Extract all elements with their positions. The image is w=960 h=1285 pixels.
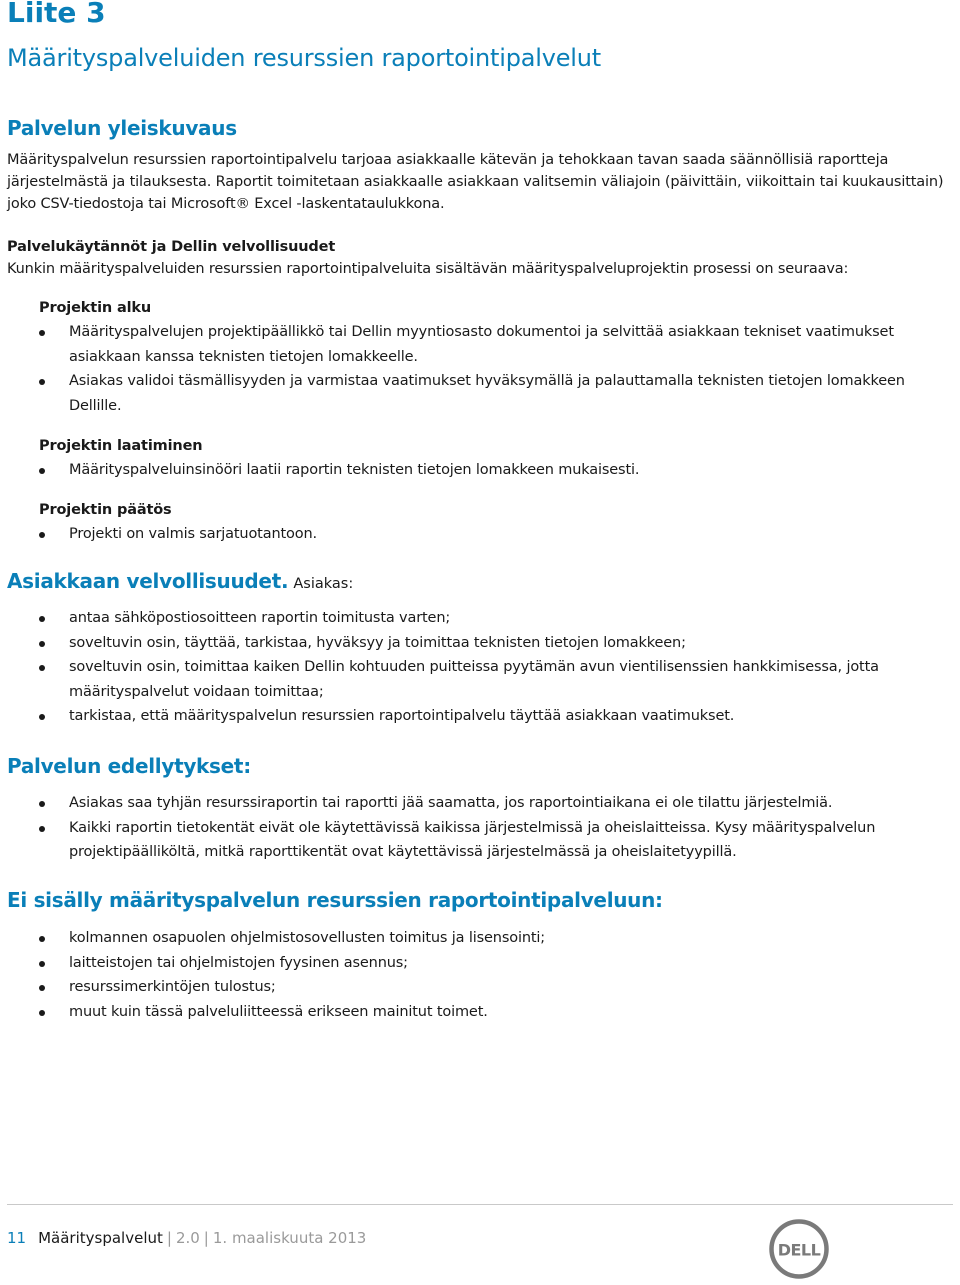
conditions-section [7,754,953,778]
list-item: Määrityspalveluinsinööri laatii raportin teknisten tietojen lomakkeen mukaisesti. [7,458,953,483]
bullet-icon [39,379,45,385]
excluded-section [7,888,953,912]
footer-separator: | [166,1229,172,1247]
list-item: Määrityspalvelujen projektipäällikkö tai Dellin myyntiosasto dokumentoi ja selvittää asiakkaan tekniset vaatimukset asiakkaan kanssa teknisten tietojen lomakkeelle. [7,320,953,369]
dell-logo-text: DELL [777,1240,821,1260]
list-item: soveltuvin osin, toimittaa kaiken Dellin kohtuuden puitteissa pyytämän avun vientilisenssien hankkimisessa, jotta määrityspalvelut voidaan toimittaa; [7,655,953,704]
customer-list [7,606,953,729]
overview-section [7,116,953,215]
project-build-heading-wrap [39,438,953,454]
bullet-icon [39,468,45,474]
list-item: muut kuin tässä palveluliitteessä erikseen mainitut toimet. [7,1000,953,1025]
excluded-list-wrap [7,926,953,1024]
bullet-icon [39,665,45,671]
practices-intro: Kunkin määrityspalveluiden resurssien raportointipalveluita sisältävän määrityspalveluprojektin prosessi on seuraava: [7,261,849,277]
appendix-title: Liite 3 [7,0,106,29]
bullet-icon [39,532,45,538]
list-item: soveltuvin osin, täyttää, tarkistaa, hyväksyy ja toimittaa teknisten tietojen lomakkeen; [7,631,953,656]
list-item: Asiakas saa tyhjän resurssiraportin tai raportti jää saamatta, jos raportointiaikana ei ole tilattu järjestelmiä. [7,791,953,816]
bullet-icon [39,936,45,942]
list-item: kolmannen osapuolen ohjelmistosovellusten toimitus ja lisensointi; [7,926,953,951]
project-start-heading: Projektin alku [39,300,152,316]
project-build-heading: Projektin laatiminen [39,438,203,454]
excluded-list [7,926,953,1024]
list-item: resurssimerkintöjen tulostus; [7,975,953,1000]
project-build-list [7,458,953,483]
appendix-subtitle: Määrityspalveluiden resurssien raportointipalvelut [7,44,601,72]
conditions-list-wrap [7,791,953,865]
footer-version: 2.0 [175,1229,200,1247]
footer-divider [7,1204,953,1205]
bullet-icon [39,1010,45,1016]
list-item: tarkistaa, että määrityspalvelun resurssien raportointipalvelu täyttää asiakkaan vaatimukset. [7,704,953,729]
customer-heading: Asiakkaan velvollisuudet. [7,569,289,593]
bullet-icon [39,826,45,832]
bullet-icon [39,985,45,991]
customer-heading-suffix: Asiakas: [293,576,354,592]
customer-list-wrap [7,606,953,729]
bullet-icon [39,641,45,647]
overview-paragraph: Määrityspalvelun resurssien raportointipalvelu tarjoaa asiakkaalle kätevän ja tehokkaan tavan saada säännöllisiä raportteja järjestelmästä ja tilauksesta. Raportit toimitetaan asiakkaalle asiakkaan valitsemin väliajoin (päivittäin, viikoittain tai kuukausittain) joko CSV-tiedostoja tai Microsoft® Excel -laskentataulukkona. [7,152,944,212]
footer-doc-name: Määrityspalvelut [38,1229,163,1247]
project-start-list [7,320,953,418]
bullet-icon [39,714,45,720]
conditions-list [7,791,953,865]
project-close-heading-wrap [39,502,953,518]
project-start-list-wrap [7,320,953,418]
practices-heading: Palvelukäytännöt ja Dellin velvollisuudet [7,239,336,255]
footer [7,1229,366,1247]
practices-section [7,236,953,280]
list-item: laitteistojen tai ohjelmistojen fyysinen asennus; [7,951,953,976]
list-item: Kaikki raportin tietokentät eivät ole käytettävissä kaikissa järjestelmissä ja oheislaitteissa. Kysy määrityspalvelun projektipäälliköltä, mitkä raporttikentät ovat käytettävissä järjestelmässä ja oheislaitetyypillä. [7,816,953,865]
page-number: 11 [7,1229,27,1247]
conditions-heading: Palvelun edellytykset: [7,754,251,778]
excluded-heading: Ei sisälly määrityspalvelun resurssien raportointipalveluun: [7,888,663,912]
project-close-heading: Projektin päätös [39,502,172,518]
footer-separator: | [203,1229,209,1247]
project-close-list-wrap [7,522,953,547]
list-item: Projekti on valmis sarjatuotantoon. [7,522,953,547]
bullet-icon [39,961,45,967]
list-item: Asiakas validoi täsmällisyyden ja varmistaa vaatimukset hyväksymällä ja palauttamalla teknisten tietojen lomakkeen Dellille. [7,369,953,418]
bullet-icon [39,801,45,807]
list-item: antaa sähköpostiosoitteen raportin toimitusta varten; [7,606,953,631]
dell-logo [768,1218,830,1280]
project-build-list-wrap [7,458,953,483]
bullet-icon [39,616,45,622]
footer-date: 1. maaliskuuta 2013 [212,1229,367,1247]
bullet-icon [39,330,45,336]
project-close-list [7,522,953,547]
project-start-heading-wrap [39,300,953,316]
customer-section [7,569,953,593]
overview-heading: Palvelun yleiskuvaus [7,116,237,140]
